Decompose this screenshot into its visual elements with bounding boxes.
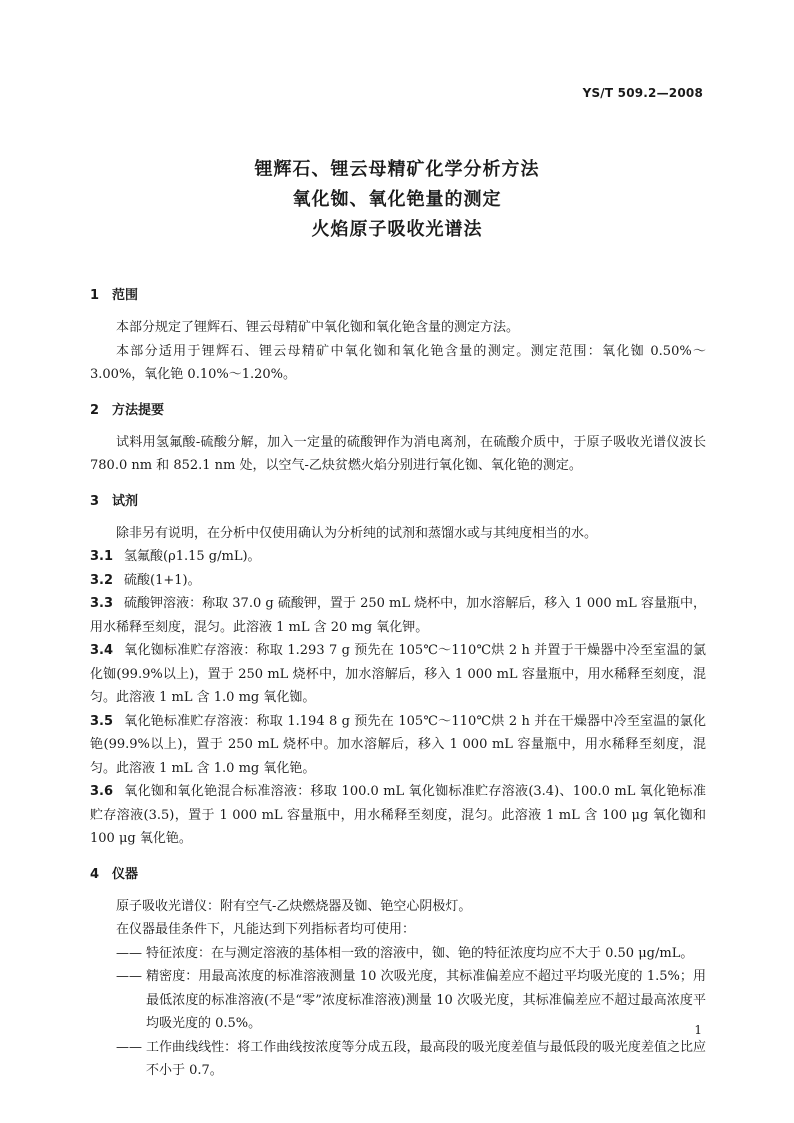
dash-mark: —— xyxy=(116,945,142,961)
section-3-heading xyxy=(90,490,706,514)
item-text: 氧化铷和氧化铯混合标准溶液：移取 100.0 mL 氧化铷标准贮存溶液(3.4)、100.0 mL 氧化铯标准贮存溶液(3.5)，置于 1 000 mL 容量瓶中，用水稀释至刻度，混匀。此溶液 1 mL 含 100 μg 氧化铷和 100 μg 氧化铯。 xyxy=(90,784,706,846)
spec-dash-item xyxy=(90,1036,706,1083)
section-4-paragraph-2: 在仪器最佳条件下，凡能达到下列指标者均可使用： xyxy=(116,922,416,937)
title-line-3: 火焰原子吸收光谱法 xyxy=(311,219,483,240)
section-number: 2 xyxy=(90,402,100,418)
dash-text: 工作曲线线性：将工作曲线按浓度等分成五段，最高段的吸光度差值与最低段的吸光度差值之比应不小于 0.7。 xyxy=(146,1039,706,1078)
reagent-item xyxy=(90,592,706,639)
section-4-heading xyxy=(90,863,706,887)
item-text: 硫酸钾溶液：称取 37.0 g 硫酸钾，置于 250 mL 烧杯中，加水溶解后，移入 1 000 mL 容量瓶中，用水稀释至刻度，混匀。此溶液 1 mL 含 20 mg 氧化钾。 xyxy=(90,596,706,635)
section-1-paragraph-2: 本部分适用于锂辉石、锂云母精矿中氧化铷和氧化铯含量的测定。测定范围：氧化铷 0.50%～3.00%，氧化铯 0.10%～1.20%。 xyxy=(90,343,706,382)
spec-dash-item xyxy=(90,942,706,966)
title-line-1: 锂辉石、锂云母精矿化学分析方法 xyxy=(254,159,540,180)
title-line-2: 氧化铷、氧化铯量的测定 xyxy=(292,189,502,210)
section-number: 4 xyxy=(90,866,100,882)
item-number: 3.2 xyxy=(90,572,114,588)
item-number: 3.3 xyxy=(90,596,114,611)
item-text: 氧化铯标准贮存溶液：称取 1.194 8 g 预先在 105℃～110℃烘 2 h 并在干燥器中冷至室温的氯化铯(99.9%以上)，置于 250 mL 烧杯中。加水溶解后，移入 1 000 mL 容量瓶中，用水稀释至刻度，混匀。此溶液 1 mL 含 1.0 mg 氧化铯。 xyxy=(90,713,706,776)
reagent-item xyxy=(90,639,706,710)
section-2-heading xyxy=(90,399,706,423)
section-number: 1 xyxy=(90,288,100,303)
section-number: 3 xyxy=(90,493,100,509)
document-title xyxy=(0,155,794,245)
section-3-intro: 除非另有说明，在分析中仅使用确认为分析纯的试剂和蒸馏水或与其纯度相当的水。 xyxy=(116,525,598,541)
page-number: 1 xyxy=(694,1023,702,1037)
reagent-item xyxy=(90,780,706,851)
item-number: 3.4 xyxy=(90,643,114,658)
section-1-heading xyxy=(90,284,706,308)
dash-mark: —— xyxy=(116,969,142,984)
section-4-paragraph-1: 原子吸收光谱仪：附有空气-乙炔燃烧器及铷、铯空心阴极灯。 xyxy=(116,898,472,914)
dash-text: 特征浓度：在与测定溶液的基体相一致的溶液中，铷、铯的特征浓度均应不大于 0.50 μg/mL。 xyxy=(146,945,694,961)
standard-code: YS/T 509.2—2008 xyxy=(582,86,703,100)
section-1-paragraph-1: 本部分规定了锂辉石、锂云母精矿中氧化铷和氧化铯含量的测定方法。 xyxy=(116,320,520,335)
section-title: 方法提要 xyxy=(112,402,165,418)
dash-mark: —— xyxy=(116,1039,142,1055)
spec-dash-item xyxy=(90,965,706,1036)
item-number: 3.5 xyxy=(90,713,114,729)
section-title: 试剂 xyxy=(112,493,139,509)
section-2-paragraph-1: 试料用氢氟酸-硫酸分解，加入一定量的硫酸钾作为消电离剂，在硫酸介质中，于原子吸收光谱仪波长 780.0 nm 和 852.1 nm 处，以空气-乙炔贫燃火焰分别进行氧化铷、氧化铯的测定。 xyxy=(90,434,706,473)
document-body xyxy=(90,284,706,1083)
item-number: 3.6 xyxy=(90,784,114,799)
dash-text: 精密度：用最高浓度的标准溶液测量 10 次吸光度，其标准偏差应不超过平均吸光度的 1.5%；用最低浓度的标准溶液(不是“零”浓度标准溶液)测量 10 次吸光度，其标准偏差应不超过最高浓度平均吸光度的 0.5%。 xyxy=(146,969,706,1031)
reagent-item xyxy=(90,569,706,593)
reagent-item xyxy=(90,710,706,781)
item-text: 硫酸(1+1)。 xyxy=(124,572,201,588)
section-title: 仪器 xyxy=(112,866,139,882)
reagent-item xyxy=(90,545,706,569)
item-text: 氧化铷标准贮存溶液：称取 1.293 7 g 预先在 105℃～110℃烘 2 h 并置于干燥器中冷至室温的氯化铷(99.9%以上)，置于 250 mL 烧杯中，加水溶解后，移入 1 000 mL 容量瓶中，用水稀释至刻度，混匀。此溶液 1 mL 含 1.0 mg 氧化铷。 xyxy=(90,643,706,705)
item-number: 3.1 xyxy=(90,549,114,564)
section-title: 范围 xyxy=(112,288,139,303)
item-text: 氢氟酸(ρ1.15 g/mL)。 xyxy=(124,549,261,564)
